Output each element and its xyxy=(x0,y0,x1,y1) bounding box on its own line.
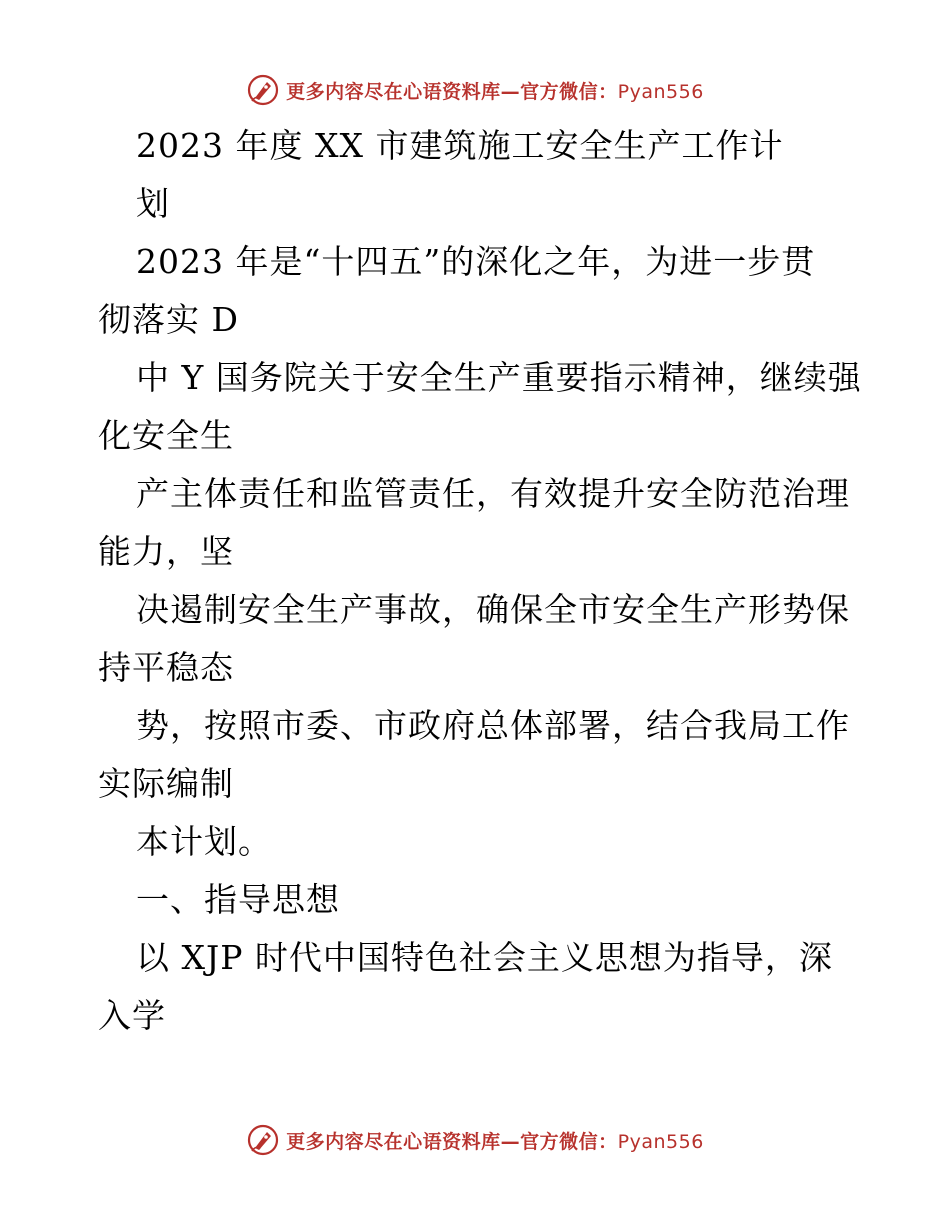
document-title-line-1: 2023 年度 XX 市建筑施工安全生产工作计 xyxy=(136,126,784,165)
pen-nib-logo-icon xyxy=(246,1123,280,1157)
watermark-text: 更多内容尽在心语资料库—官方微信：Pyan556 xyxy=(286,1130,704,1153)
watermark-handle: Pyan556 xyxy=(617,1130,704,1153)
document-title-line-2: 划 xyxy=(136,184,170,223)
pen-nib-logo-icon xyxy=(246,73,280,107)
paragraph-line: 势，按照市委、市政府总体部署，结合我局工作 xyxy=(136,706,850,745)
paragraph-line: 化安全生 xyxy=(98,416,234,455)
footer-watermark xyxy=(0,1120,950,1160)
paragraph-line: 中 Y 国务院关于安全生产重要指示精神，继续强 xyxy=(136,358,862,397)
section-heading: 一、指导思想 xyxy=(136,880,340,919)
watermark-text: 更多内容尽在心语资料库—官方微信：Pyan556 xyxy=(286,80,704,103)
header-watermark xyxy=(0,70,950,110)
paragraph-line: 以 XJP 时代中国特色社会主义思想为指导，深 xyxy=(136,938,833,977)
paragraph-line: 2023 年是“十四五”的深化之年，为进一步贯 xyxy=(136,242,816,281)
paragraph-line: 产主体责任和监管责任，有效提升安全防范治理 xyxy=(136,474,850,513)
paragraph-line: 入学 xyxy=(98,996,166,1035)
paragraph-line: 彻落实 D xyxy=(98,300,239,339)
watermark-handle: Pyan556 xyxy=(617,80,704,103)
paragraph-line: 持平稳态 xyxy=(98,648,234,687)
paragraph-line: 决遏制安全生产事故，确保全市安全生产形势保 xyxy=(136,590,850,629)
paragraph-line: 实际编制 xyxy=(98,764,234,803)
paragraph-line: 能力，坚 xyxy=(98,532,234,571)
paragraph-line: 本计划。 xyxy=(136,822,272,861)
